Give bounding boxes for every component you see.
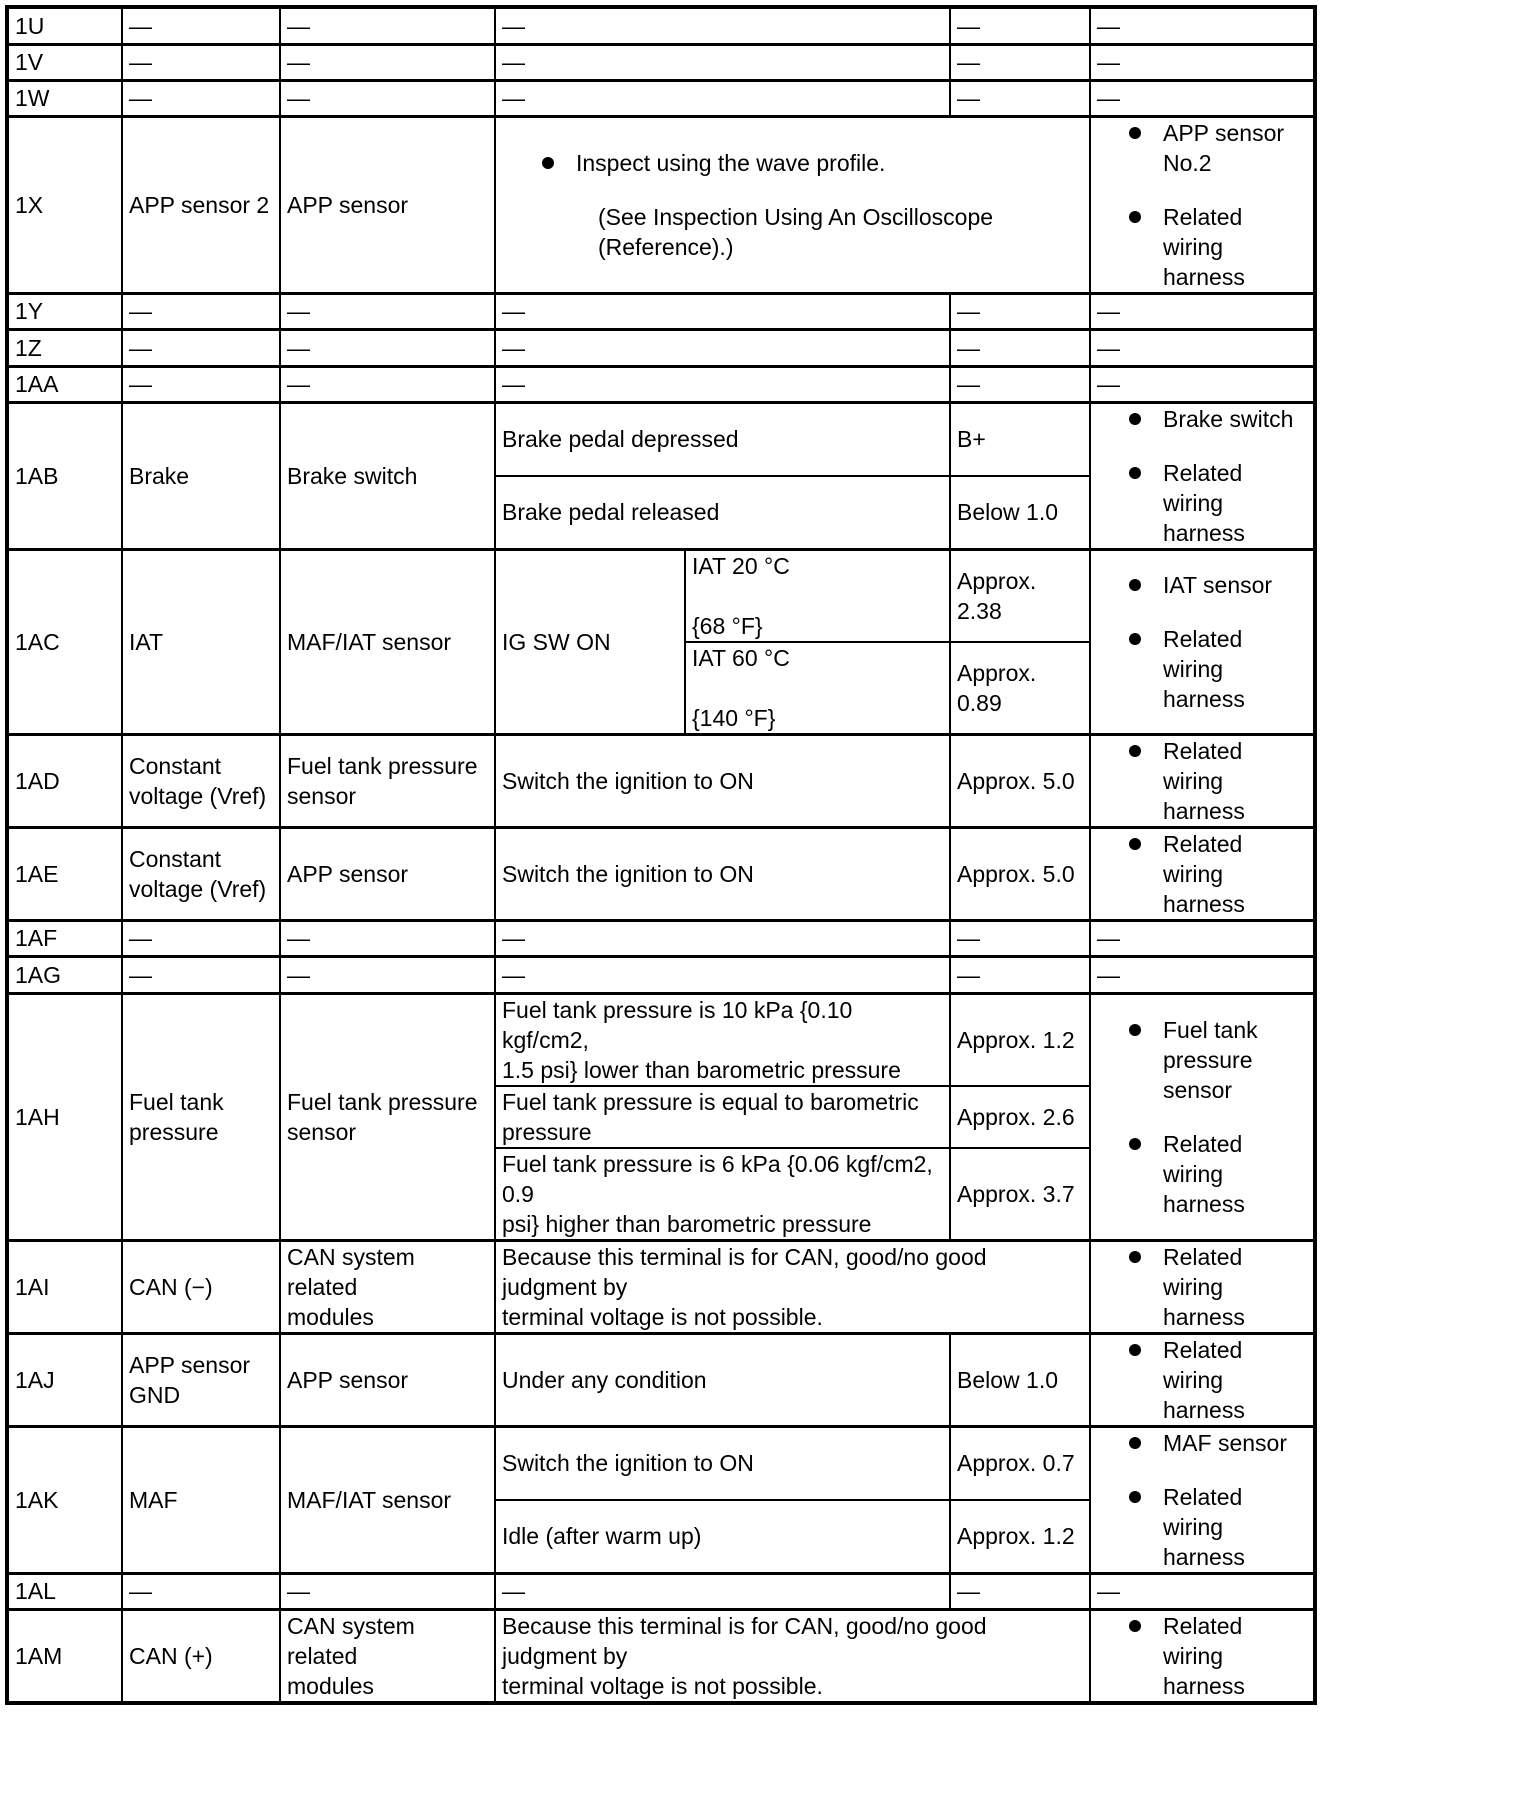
value-cell: Approx. 0.89 <box>950 642 1090 735</box>
condition-cell: Under any condition <box>495 1333 950 1426</box>
value-cell: — <box>950 44 1090 80</box>
condition-note-cell: Because this terminal is for CAN, good/no good judgment by terminal voltage is not possible. <box>495 1609 1090 1703</box>
value-cell: — <box>950 956 1090 993</box>
inspection-cell <box>1090 116 1315 293</box>
signal-name-cell: — <box>122 920 280 956</box>
table-row-1ab <box>7 402 1315 476</box>
condition-cell: Switch the ignition to ON <box>495 1426 950 1500</box>
bullet-icon <box>1129 1024 1141 1036</box>
signal-name-cell: Brake <box>122 402 280 549</box>
signal-name-cell: CAN (−) <box>122 1240 280 1333</box>
inspection-item-text: Fuel tank pressure sensor <box>1163 1016 1258 1103</box>
condition-cell: Switch the ignition to ON <box>495 827 950 920</box>
bullet-icon <box>1129 745 1141 757</box>
group-condition-cell: IG SW ON <box>495 549 685 734</box>
terminal-cell: 1AJ <box>7 1333 122 1426</box>
table-row-1v <box>7 44 1315 80</box>
inspection-item-text: Related wiring harness <box>1163 1130 1245 1217</box>
inspection-item-text: MAF sensor <box>1163 1429 1287 1456</box>
condition-cell: — <box>495 956 950 993</box>
signal-name-cell: Constant voltage (Vref) <box>122 734 280 827</box>
terminal-cell: 1AK <box>7 1426 122 1573</box>
connected-to-cell: MAF/IAT sensor <box>280 1426 495 1573</box>
condition-cell: Fuel tank pressure is equal to barometric pressure <box>495 1086 950 1148</box>
terminal-cell: 1Z <box>7 329 122 366</box>
inspection-bullet-item <box>1097 1129 1307 1219</box>
connected-to-cell: Brake switch <box>280 402 495 549</box>
connected-to-cell: — <box>280 956 495 993</box>
table-row-1w <box>7 80 1315 116</box>
table-row-1ag <box>7 956 1315 993</box>
inspection-cell <box>1090 549 1315 734</box>
inspection-cell: — <box>1090 293 1315 329</box>
value-cell: — <box>950 329 1090 366</box>
signal-name-cell: Fuel tank pressure <box>122 993 280 1240</box>
inspection-cell <box>1090 993 1315 1240</box>
inspection-cell: — <box>1090 44 1315 80</box>
inspection-cell <box>1090 402 1315 549</box>
inspection-cell <box>1090 827 1315 920</box>
terminal-cell: 1AE <box>7 827 122 920</box>
terminal-cell: 1AA <box>7 366 122 402</box>
inspection-cell <box>1090 734 1315 827</box>
bullet-icon <box>1129 1491 1141 1503</box>
inspection-cell: — <box>1090 956 1315 993</box>
inspection-bullet-item <box>1097 118 1307 178</box>
terminal-cell: 1AG <box>7 956 122 993</box>
inspection-item-text: Brake switch <box>1163 405 1294 432</box>
inspection-bullet-item <box>1097 202 1307 292</box>
condition-cell: Switch the ignition to ON <box>495 734 950 827</box>
value-cell: — <box>950 80 1090 116</box>
connected-to-cell: — <box>280 329 495 366</box>
bullet-icon <box>1129 467 1141 479</box>
inspection-item-text: Related wiring harness <box>1163 625 1245 712</box>
inspection-bullet-item <box>1097 829 1307 919</box>
connected-to-cell: CAN system related modules <box>280 1609 495 1703</box>
signal-name-cell: APP sensor GND <box>122 1333 280 1426</box>
connected-to-cell: Fuel tank pressure sensor <box>280 734 495 827</box>
bullet-icon <box>1129 633 1141 645</box>
table-row-1x <box>7 116 1315 293</box>
condition-cell: — <box>495 80 950 116</box>
signal-name-cell: — <box>122 1573 280 1609</box>
inspection-bullet-item <box>1097 458 1307 548</box>
table-row-1y <box>7 293 1315 329</box>
inspection-item-text: Related wiring harness <box>1163 1483 1245 1570</box>
note-reference-text: (See Inspection Using An Oscilloscope (Reference).) <box>598 203 994 260</box>
note-bullet <box>542 148 1083 178</box>
terminal-cell: 1AD <box>7 734 122 827</box>
inspection-bullet-item <box>1097 736 1307 826</box>
bullet-icon <box>1129 127 1141 139</box>
bullet-icon <box>1129 1620 1141 1632</box>
inspection-bullet-item <box>1097 404 1307 434</box>
signal-name-cell: — <box>122 80 280 116</box>
condition-cell: Fuel tank pressure is 6 kPa {0.06 kgf/cm2, 0.9 psi} higher than barometric pressure <box>495 1148 950 1241</box>
value-cell: Approx. 1.2 <box>950 1500 1090 1574</box>
inspection-bullet-item <box>1097 570 1307 600</box>
inspection-item-text: Related wiring harness <box>1163 737 1245 824</box>
inspection-cell: — <box>1090 366 1315 402</box>
inspection-cell <box>1090 1333 1315 1426</box>
inspection-bullet-item <box>1097 1428 1307 1458</box>
signal-name-cell: MAF <box>122 1426 280 1573</box>
condition-cell: — <box>495 293 950 329</box>
value-cell: — <box>950 7 1090 44</box>
connected-to-cell: — <box>280 366 495 402</box>
inspection-item-text: Related wiring harness <box>1163 830 1245 917</box>
terminal-cell: 1Y <box>7 293 122 329</box>
inspection-item-text: Related wiring harness <box>1163 1336 1245 1423</box>
inspection-bullet-item <box>1097 624 1307 714</box>
table-row-1af <box>7 920 1315 956</box>
connected-to-cell: Fuel tank pressure sensor <box>280 993 495 1240</box>
connected-to-cell: — <box>280 7 495 44</box>
inspection-cell <box>1090 1609 1315 1703</box>
bullet-icon <box>1129 211 1141 223</box>
terminal-cell: 1V <box>7 44 122 80</box>
table-row-1ak <box>7 1426 1315 1500</box>
bullet-icon <box>542 157 554 169</box>
value-cell: — <box>950 920 1090 956</box>
value-cell: B+ <box>950 402 1090 476</box>
table-row-1ac <box>7 549 1315 642</box>
table-row-1ad <box>7 734 1315 827</box>
value-cell: Approx. 2.6 <box>950 1086 1090 1148</box>
signal-name-cell: — <box>122 44 280 80</box>
inspection-cell: — <box>1090 80 1315 116</box>
condition-cell: — <box>495 7 950 44</box>
inspection-cell <box>1090 1240 1315 1333</box>
connected-to-cell: APP sensor <box>280 827 495 920</box>
value-cell: Approx. 0.7 <box>950 1426 1090 1500</box>
terminal-cell: 1AI <box>7 1240 122 1333</box>
inspection-cell: — <box>1090 329 1315 366</box>
table-row-1am <box>7 1609 1315 1703</box>
inspection-bullet-item <box>1097 1242 1307 1332</box>
condition-cell: Brake pedal released <box>495 476 950 550</box>
value-cell: Below 1.0 <box>950 1333 1090 1426</box>
value-cell: Approx. 5.0 <box>950 734 1090 827</box>
signal-name-cell: — <box>122 366 280 402</box>
inspection-bullet-item <box>1097 1335 1307 1425</box>
inspection-bullet-item <box>1097 1015 1307 1105</box>
value-cell: — <box>950 293 1090 329</box>
note-bullet-text: Inspect using the wave profile. <box>576 149 886 176</box>
inspection-bullet-item <box>1097 1611 1307 1701</box>
inspection-item-text: Related wiring harness <box>1163 459 1245 546</box>
connected-to-cell: — <box>280 920 495 956</box>
table-row-1ah <box>7 993 1315 1086</box>
inspection-item-text: APP sensor No.2 <box>1163 119 1285 176</box>
connected-to-cell: APP sensor <box>280 1333 495 1426</box>
value-cell: — <box>950 366 1090 402</box>
table-row-1aa <box>7 366 1315 402</box>
connected-to-cell: — <box>280 44 495 80</box>
inspection-cell: — <box>1090 7 1315 44</box>
connected-to-cell: — <box>280 293 495 329</box>
condition-cell: — <box>495 44 950 80</box>
value-cell: Below 1.0 <box>950 476 1090 550</box>
signal-name-cell: APP sensor 2 <box>122 116 280 293</box>
inspection-item-text: Related wiring harness <box>1163 203 1245 290</box>
condition-cell: IAT 20 °C {68 °F} <box>685 549 950 642</box>
condition-cell: Brake pedal depressed <box>495 402 950 476</box>
signal-name-cell: IAT <box>122 549 280 734</box>
value-cell: Approx. 2.38 <box>950 549 1090 642</box>
condition-cell: Fuel tank pressure is 10 kPa {0.10 kgf/cm2, 1.5 psi} lower than barometric pressure <box>495 993 950 1086</box>
terminal-cell: 1AB <box>7 402 122 549</box>
terminal-cell: 1X <box>7 116 122 293</box>
table-row-1z <box>7 329 1315 366</box>
value-cell: Approx. 1.2 <box>950 993 1090 1086</box>
condition-cell: — <box>495 920 950 956</box>
inspection-cell <box>1090 1426 1315 1573</box>
table-row-1u <box>7 7 1315 44</box>
value-cell: Approx. 3.7 <box>950 1148 1090 1241</box>
condition-cell: — <box>495 1573 950 1609</box>
terminal-cell: 1W <box>7 80 122 116</box>
connected-to-cell: APP sensor <box>280 116 495 293</box>
condition-note-cell: Because this terminal is for CAN, good/no good judgment by terminal voltage is not possible. <box>495 1240 1090 1333</box>
connected-to-cell: — <box>280 1573 495 1609</box>
signal-name-cell: — <box>122 329 280 366</box>
table-row-1ae <box>7 827 1315 920</box>
signal-name-cell: — <box>122 956 280 993</box>
value-cell: — <box>950 1573 1090 1609</box>
signal-name-cell: — <box>122 7 280 44</box>
signal-name-cell: — <box>122 293 280 329</box>
bullet-icon <box>1129 1344 1141 1356</box>
table-row-1ai <box>7 1240 1315 1333</box>
value-cell: Approx. 5.0 <box>950 827 1090 920</box>
terminal-cell: 1AL <box>7 1573 122 1609</box>
terminal-cell: 1AM <box>7 1609 122 1703</box>
terminal-cell: 1AH <box>7 993 122 1240</box>
condition-cell: — <box>495 329 950 366</box>
bullet-icon <box>1129 1251 1141 1263</box>
inspection-cell: — <box>1090 920 1315 956</box>
terminal-cell: 1AC <box>7 549 122 734</box>
signal-name-cell: Constant voltage (Vref) <box>122 827 280 920</box>
condition-cell: — <box>495 366 950 402</box>
connected-to-cell: MAF/IAT sensor <box>280 549 495 734</box>
bullet-icon <box>1129 579 1141 591</box>
terminal-cell: 1U <box>7 7 122 44</box>
inspection-item-text: IAT sensor <box>1163 571 1273 598</box>
bullet-icon <box>1129 838 1141 850</box>
inspection-item-text: Related wiring harness <box>1163 1243 1245 1330</box>
table-row-1al <box>7 1573 1315 1609</box>
condition-cell: Idle (after warm up) <box>495 1500 950 1574</box>
inspection-cell: — <box>1090 1573 1315 1609</box>
condition-cell: IAT 60 °C {140 °F} <box>685 642 950 735</box>
inspection-bullet-item <box>1097 1482 1307 1572</box>
bullet-icon <box>1129 413 1141 425</box>
bullet-icon <box>1129 1138 1141 1150</box>
signal-name-cell: CAN (+) <box>122 1609 280 1703</box>
condition-note-cell <box>495 116 1090 293</box>
terminal-inspection-table <box>5 5 1317 1705</box>
table-row-1aj <box>7 1333 1315 1426</box>
inspection-item-text: Related wiring harness <box>1163 1612 1245 1699</box>
connected-to-cell: — <box>280 80 495 116</box>
terminal-cell: 1AF <box>7 920 122 956</box>
connected-to-cell: CAN system related modules <box>280 1240 495 1333</box>
bullet-icon <box>1129 1437 1141 1449</box>
